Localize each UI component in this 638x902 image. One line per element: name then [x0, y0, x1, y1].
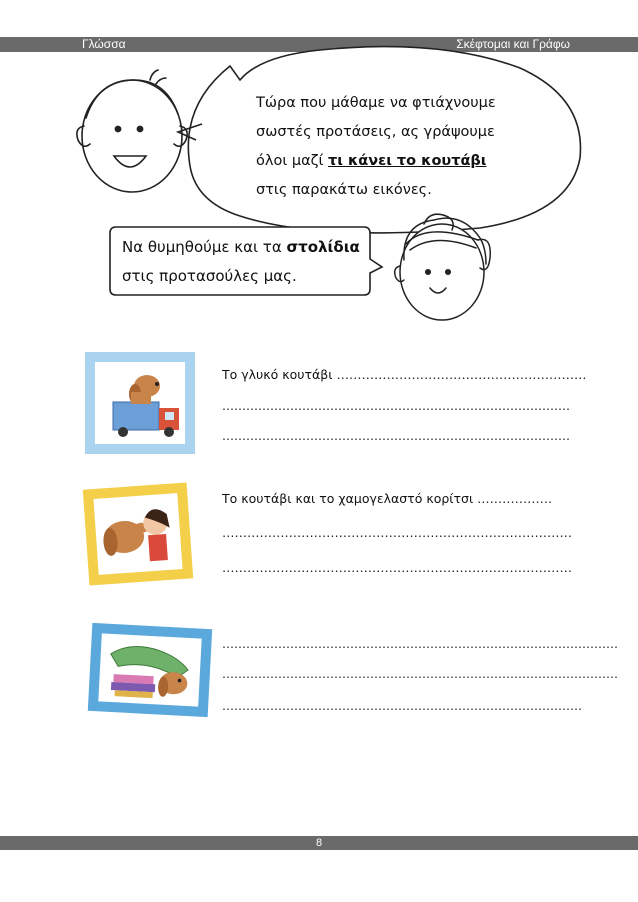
boy-bubble-text — [256, 89, 556, 205]
boy-bubble-line-1: Τώρα που μάθαμε να φτιάχνουμε — [256, 95, 496, 111]
boy-bubble-line-4: στις παρακάτω εικόνες. — [256, 182, 432, 198]
girl-bubble-text — [122, 233, 382, 291]
exercise-3-answer-line-1[interactable]: ……………………………………………………………………………………… — [222, 637, 618, 651]
exercise-1-answer-line-3[interactable]: …………………………………………………………………………… — [222, 429, 570, 443]
header-section: Σκέφτομαι και Γράφω — [456, 37, 570, 51]
boy-bubble-emphasis: τι κάνει το κουτάβι — [328, 153, 487, 169]
puppy-girl-illustration — [80, 482, 196, 586]
exercise-2-answer-line-3[interactable]: ………………………………………………………………………… — [222, 560, 572, 575]
puppy-books-illustration — [86, 622, 214, 718]
boy-bubble-line-3 — [256, 147, 556, 176]
exercise-2-answer-line-2[interactable]: ………………………………………………………………………… — [222, 525, 572, 540]
page-number: 8 — [315, 837, 323, 849]
boy-face-icon — [77, 70, 187, 192]
exercise-1-line-1 — [222, 366, 587, 384]
girl-bubble-line-1 — [122, 233, 382, 262]
exercise-1-answer-line-1[interactable]: …………………………………………………… — [336, 367, 587, 382]
exercise-2-prompt: Το κουτάβι και το χαμογελαστό κορίτσι — [222, 491, 474, 506]
header-subject: Γλώσσα — [82, 37, 126, 51]
boy-bubble-line-2: σωστές προτάσεις, ας γράψουμε — [256, 124, 495, 140]
puppy-truck-illustration — [85, 352, 195, 454]
exercise-3-answer-line-2[interactable]: ……………………………………………………………………………………… — [222, 667, 618, 681]
girl-bubble-line-2: στις προτασούλες μας. — [122, 267, 297, 285]
boy-bubble-line-3-start: όλοι μαζί — [256, 153, 329, 169]
girl-bubble-line-1-start: Να θυμηθούμε και τα — [122, 238, 287, 256]
exercise-1-answer-line-2[interactable]: …………………………………………………………………………… — [222, 399, 570, 413]
exercise-2-answer-line-1[interactable]: ……………… — [477, 491, 553, 506]
exercise-2-line-1 — [222, 490, 562, 508]
exercise-1-prompt: Το γλυκό κουτάβι — [222, 367, 333, 382]
girl-bubble-emphasis: στολίδια — [286, 238, 360, 256]
footer-bar — [0, 836, 638, 850]
exercise-3-answer-line-3[interactable]: ……………………………………………………………………………… — [222, 699, 582, 713]
